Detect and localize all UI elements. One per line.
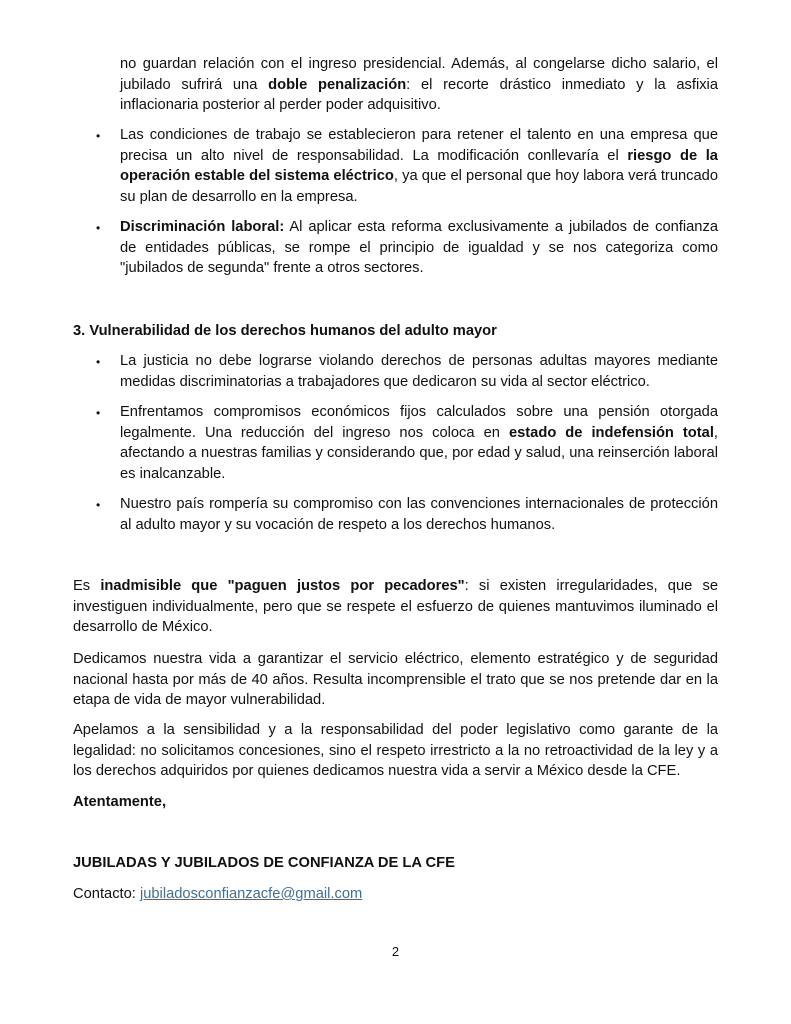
signature: JUBILADAS Y JUBILADOS DE CONFIANZA DE LA CFE	[73, 855, 455, 871]
section-heading: 3. Vulnerabilidad de los derechos humanos del adulto mayor	[73, 323, 497, 339]
bullet-item-discrimination: Discriminación laboral: Al aplicar esta reforma exclusivamente a jubilados de confianza de entidades públicas, se rompe el principio de igualdad y se nos categoriza como "jubilados de segunda" frente a otros sectores.	[120, 219, 718, 276]
page-number: 2	[391, 944, 400, 959]
continuation-paragraph: no guardan relación con el ingreso presidencial. Además, al congelarse dicho salario, el jubilado sufrirá una doble penalización: el recorte drástico inmediato y la asfixia inflacionaria posterior al perder poder adquisitivo.	[120, 56, 718, 113]
closing-paragraph-2: Dedicamos nuestra vida a garantizar el servicio eléctrico, elemento estratégico y de seguridad nacional hasta por más de 40 años. Resulta incomprensible el trato que se nos pretende dar en la etapa de vida de mayor vulnerabilidad.	[73, 651, 718, 708]
bullet-item-economic: Enfrentamos compromisos económicos fijos calculados sobre una pensión otorgada legalmente. Una reducción del ingreso nos coloca en estado de indefensión total, afectando a nuestras familias y considerando que, por edad y salud, una reinserción laboral es inalcanzable.	[120, 404, 718, 482]
closing-paragraph-1: Es inadmisible que "paguen justos por pecadores": si existen irregularidades, que se investiguen individualmente, pero que se respete el esfuerzo de quienes mantuvimos iluminado el desarrollo de México.	[73, 578, 718, 635]
bullet-dot: •	[96, 355, 101, 369]
bullet-dot: •	[96, 498, 101, 512]
salutation: Atentamente,	[73, 794, 167, 810]
bullet-dot: •	[96, 221, 101, 235]
bullet-dot: •	[96, 129, 101, 143]
bullet-dot: •	[96, 406, 101, 420]
bullet-item-talent: Las condiciones de trabajo se establecieron para retener el talento en una empresa que precisa un alto nivel de responsabilidad. La modificación conllevaría el riesgo de la operación estable del sistema eléctrico, ya que el personal que hoy labora verá truncado su plan de desarrollo en la empresa.	[120, 127, 719, 205]
contact-line: Contacto: jubiladosconfianzacfe@gmail.com	[73, 886, 363, 902]
contact-email-link[interactable]: jubiladosconfianzacfe@gmail.com	[139, 886, 363, 902]
bullet-item-international: Nuestro país rompería su compromiso con las convenciones internacionales de protección al adulto mayor y su vocación de respeto a los derechos humanos.	[120, 496, 718, 533]
bullet-item-justice: La justicia no debe lograrse violando derechos de personas adultas mayores mediante medidas discriminatorias a trabajadores que dedicaron su vida al sector eléctrico.	[120, 353, 718, 390]
closing-paragraph-3: Apelamos a la sensibilidad y a la responsabilidad del poder legislativo como garante de la legalidad: no solicitamos concesiones, sino el respeto irrestricto a la no retroactividad de la ley y a los derechos adquiridos por quienes dedicamos nuestra vida a servir a México desde la CFE.	[73, 722, 718, 779]
